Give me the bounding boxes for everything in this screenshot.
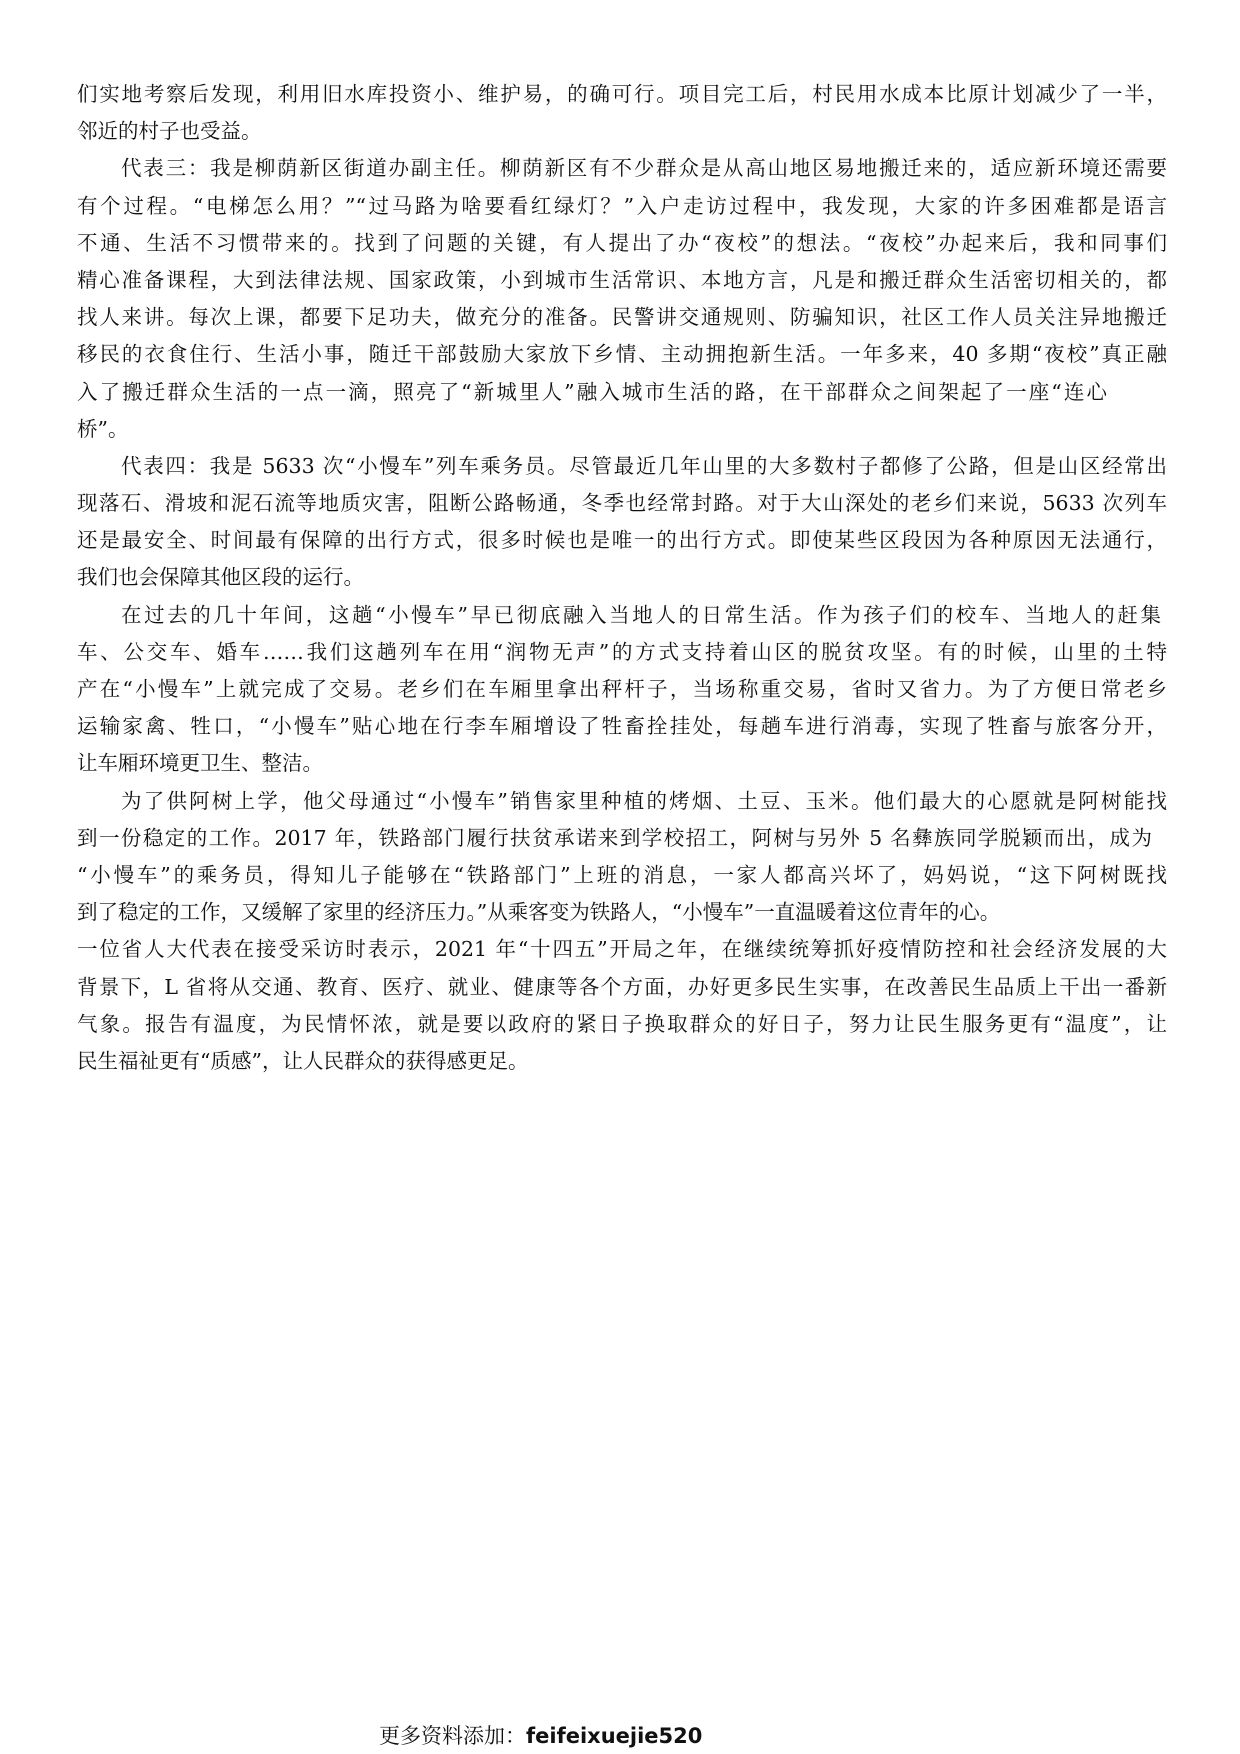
text-line: 产在“小慢车”上就完成了交易。老乡们在车厢里拿出秤杆子，当场称重交易，省时又省力。为了方便日常老乡 — [77, 677, 1167, 701]
text-line: 现落石、滑坡和泥石流等地质灾害，阻断公路畅通，冬季也经常封路。对于大山深处的老乡们来说，5633 次列车 — [77, 491, 1167, 516]
text-line: 移民的衣食住行、生活小事，随迁干部鼓励大家放下乡情、主动拥抱新生活。一年多来，40 多期“夜校”真正融 — [77, 342, 1167, 367]
text-line: 代表三：我是柳荫新区街道办副主任。柳荫新区有不少群众是从高山地区易地搬迁来的，适应新环境还需要 — [121, 156, 1167, 181]
text-line: 气象。报告有温度，为民情怀浓，就是要以政府的紧日子换取群众的好日子，努力让民生服务更有“温度”，让 — [77, 1011, 1167, 1036]
footer — [379, 1720, 702, 1750]
text-line: 一位省人大代表在接受采访时表示，2021 年“十四五”开局之年，在继续统筹抓好疫情防控和社会经济发展的大 — [77, 937, 1167, 962]
text-line: 在过去的几十年间，这趟“小慢车”早已彻底融入当地人的日常生活。作为孩子们的校车、当地人的赶集 — [121, 602, 1161, 627]
text-line: 到了稳定的工作，又缓解了家里的经济压力。”从乘客变为铁路人，“小慢车”一直温暖着这位青年的心。 — [77, 900, 1001, 925]
text-line: 找人来讲。每次上课，都要下足功夫，做充分的准备。民警讲交通规则、防骗知识，社区工作人员关注异地搬迁 — [77, 305, 1167, 330]
text-line: 桥”。 — [77, 416, 129, 441]
text-line: 我们也会保障其他区段的运行。 — [77, 565, 364, 590]
text-line: 让车厢环境更卫生、整洁。 — [77, 751, 323, 776]
text-line: 到一份稳定的工作。2017 年，铁路部门履行扶贫承诺来到学校招工，阿树与另外 5 名彝族同学脱颖而出，成为 — [77, 825, 1152, 850]
text-line: 车、公交车、婚车……我们这趟列车在用“润物无声”的方式支持着山区的脱贫攻坚。有的时候，山里的土特 — [77, 639, 1167, 664]
footer-label: 更多资料添加： — [379, 1724, 526, 1748]
text-line: 还是最安全、时间最有保障的出行方式，很多时候也是唯一的出行方式。即使某些区段因为各种原因无法通行， — [77, 528, 1167, 553]
text-line: 背景下，L 省将从交通、教育、医疗、就业、健康等各个方面，办好更多民生实事，在改善民生品质上干出一番新 — [77, 974, 1167, 999]
text-line: “小慢车”的乘务员，得知儿子能够在“铁路部门”上班的消息，一家人都高兴坏了，妈妈说，“这下阿树既找 — [77, 862, 1167, 887]
document-body — [77, 76, 1167, 1080]
text-line: 们实地考察后发现，利用旧水库投资小、维护易，的确可行。项目完工后，村民用水成本比原计划减少了一半， — [77, 82, 1167, 106]
text-line: 入了搬迁群众生活的一点一滴，照亮了“新城里人”融入城市生活的路，在干部群众之间架起了一座“连心 — [77, 379, 1107, 404]
footer-contact-id: feifeixuejie520 — [526, 1724, 703, 1748]
text-line: 不通、生活不习惯带来的。找到了问题的关键，有人提出了办“夜校”的想法。“夜校”办起来后，我和同事们 — [77, 230, 1167, 255]
text-line: 运输家禽、牲口，“小慢车”贴心地在行李车厢增设了牲畜拴挂处，每趟车进行消毒，实现了牲畜与旅客分开， — [77, 714, 1167, 739]
text-line: 代表四：我是 5633 次“小慢车”列车乘务员。尽管最近几年山里的大多数村子都修了公路，但是山区经常出 — [121, 453, 1167, 478]
text-line: 有个过程。“电梯怎么用？”“过马路为啥要看红绿灯？”入户走访过程中，我发现，大家的许多困难都是语言 — [77, 193, 1167, 218]
text-line: 精心准备课程，大到法律法规、国家政策，小到城市生活常识、本地方言，凡是和搬迁群众生活密切相关的，都 — [77, 267, 1167, 292]
text-line: 为了供阿树上学，他父母通过“小慢车”销售家里种植的烤烟、土豆、玉米。他们最大的心愿就是阿树能找 — [121, 788, 1167, 813]
text-line: 民生福祉更有“质感”，让人民群众的获得感更足。 — [77, 1048, 529, 1073]
text-line: 邻近的村子也受益。 — [77, 119, 262, 144]
